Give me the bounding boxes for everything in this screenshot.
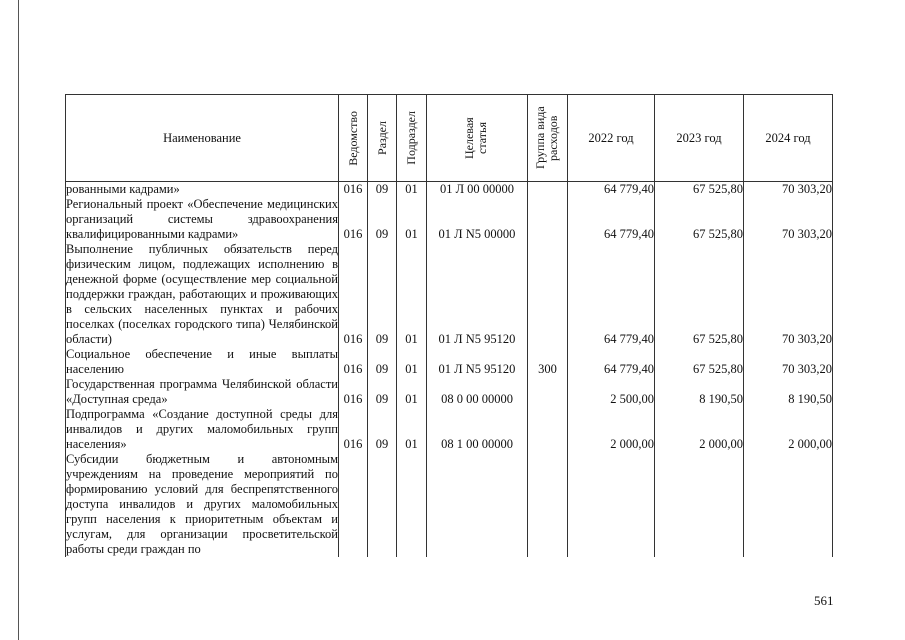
row-dept: 016: [339, 242, 368, 347]
row-value-2024: 8 190,50: [744, 377, 833, 407]
table-row: [66, 407, 833, 452]
row-name: Выполнение публичных обязательств перед физическим лицом, подлежащих исполнению в денежной форме (осуществление мер социальной поддержки граждан, работающих и проживающих в сельских населенных пунктах и рабочих поселках (поселках городского типа) Челябинской области): [66, 242, 338, 346]
row-section: 09: [368, 197, 397, 242]
row-value-2022: 64 779,40: [568, 182, 655, 198]
row-value-2024: [744, 452, 833, 557]
table-row: [66, 452, 833, 557]
row-target: [427, 452, 528, 557]
row-dept: 016: [339, 407, 368, 452]
row-name: Подпрограмма «Создание доступной среды для инвалидов и других маломобильных групп населения»: [66, 407, 338, 451]
row-target: 01 Л N5 00000: [427, 197, 528, 242]
row-value-2022: 64 779,40: [568, 242, 655, 347]
row-subsection: 01: [397, 242, 427, 347]
budget-table: [65, 94, 833, 557]
row-value-2023: 67 525,80: [655, 242, 744, 347]
row-value-2023: [655, 452, 744, 557]
row-value-2024: 70 303,20: [744, 242, 833, 347]
row-expense-group: [528, 197, 568, 242]
row-subsection: 01: [397, 182, 427, 198]
header-2023: 2023 год: [655, 95, 744, 182]
table-row: [66, 182, 833, 198]
row-value-2023: 67 525,80: [655, 197, 744, 242]
table-row: [66, 197, 833, 242]
row-value-2022: 2 500,00: [568, 377, 655, 407]
row-expense-group: [528, 182, 568, 198]
table-row: [66, 242, 833, 347]
row-subsection: 01: [397, 197, 427, 242]
row-dept: 016: [339, 182, 368, 198]
header-name: Наименование: [66, 95, 339, 182]
row-name: Социальное обеспечение и иные выплаты населению: [66, 347, 338, 376]
row-target: 01 Л 00 00000: [427, 182, 528, 198]
row-value-2022: 64 779,40: [568, 197, 655, 242]
row-target: 08 0 00 00000: [427, 377, 528, 407]
row-value-2024: 2 000,00: [744, 407, 833, 452]
row-dept: [339, 452, 368, 557]
row-value-2022: 2 000,00: [568, 407, 655, 452]
row-subsection: [397, 452, 427, 557]
row-expense-group: 300: [528, 347, 568, 377]
row-name: рованными кадрами»: [66, 182, 339, 198]
header-section: Раздел: [368, 95, 397, 182]
row-section: 09: [368, 182, 397, 198]
row-name: Субсидии бюджетным и автономным учреждениям на проведение мероприятий по формированию условий для беспрепятственного доступа инвалидов и других маломобильных групп населения к приоритетным объектам и услугам, для организации просветительской работы среди граждан по: [66, 452, 338, 556]
header-2024: 2024 год: [744, 95, 833, 182]
row-dept: 016: [339, 347, 368, 377]
row-expense-group: [528, 452, 568, 557]
header-expense-group: Группа вида расходов: [528, 95, 568, 182]
row-value-2024: 70 303,20: [744, 182, 833, 198]
row-section: [368, 452, 397, 557]
row-subsection: 01: [397, 347, 427, 377]
row-value-2023: 8 190,50: [655, 377, 744, 407]
row-subsection: 01: [397, 407, 427, 452]
row-dept: 016: [339, 377, 368, 407]
row-value-2024: 70 303,20: [744, 197, 833, 242]
row-section: 09: [368, 407, 397, 452]
table-row: [66, 377, 833, 407]
row-name: Региональный проект «Обеспечение медицинских организаций системы здравоохранения квалифицированными кадрами»: [66, 197, 338, 241]
row-value-2024: 70 303,20: [744, 347, 833, 377]
row-value-2023: 67 525,80: [655, 182, 744, 198]
header-2022: 2022 год: [568, 95, 655, 182]
header-dept: Ведомство: [339, 95, 368, 182]
row-expense-group: [528, 377, 568, 407]
page-binding-line: [18, 0, 19, 640]
row-name: Государственная программа Челябинской области «Доступная среда»: [66, 377, 338, 406]
row-expense-group: [528, 242, 568, 347]
row-section: 09: [368, 242, 397, 347]
row-target: 01 Л N5 95120: [427, 347, 528, 377]
row-section: 09: [368, 347, 397, 377]
row-subsection: 01: [397, 377, 427, 407]
header-subsection: Подраздел: [397, 95, 427, 182]
row-dept: 016: [339, 197, 368, 242]
row-expense-group: [528, 407, 568, 452]
table-header-row: [66, 95, 833, 182]
row-section: 09: [368, 377, 397, 407]
row-value-2023: 2 000,00: [655, 407, 744, 452]
row-value-2022: [568, 452, 655, 557]
row-value-2023: 67 525,80: [655, 347, 744, 377]
page-number: 561: [814, 593, 834, 608]
row-value-2022: 64 779,40: [568, 347, 655, 377]
table-row: [66, 347, 833, 377]
row-target: 08 1 00 00000: [427, 407, 528, 452]
row-target: 01 Л N5 95120: [427, 242, 528, 347]
header-target: Целевая статья: [427, 95, 528, 182]
